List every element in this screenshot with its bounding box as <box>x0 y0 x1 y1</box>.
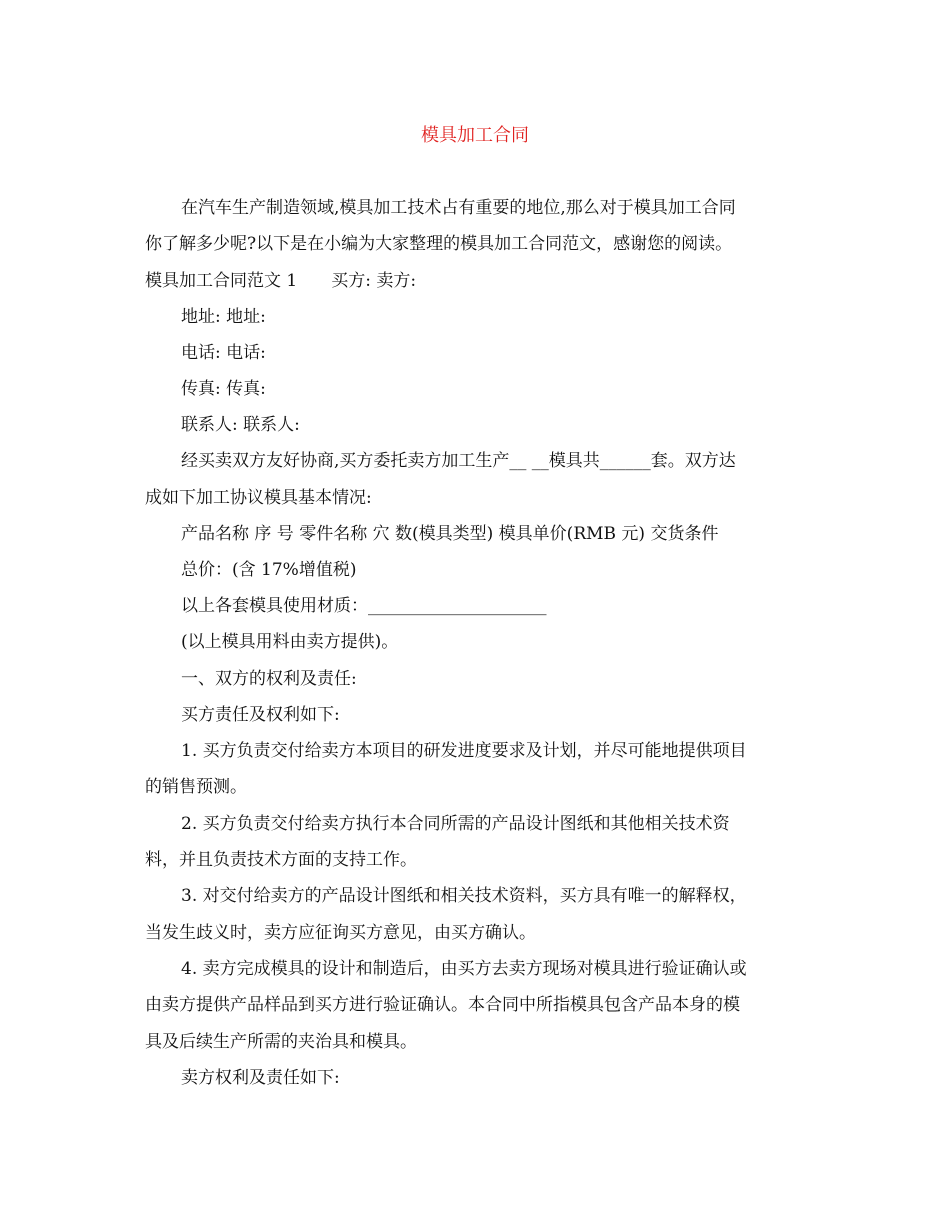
paragraph-line: 在汽车生产制造领域,模具加工技术占有重要的地位,那么对于模具加工合同 <box>181 198 736 218</box>
document-title: 模具加工合同 <box>421 125 529 146</box>
paragraph-line: 经买卖双方友好协商,买方委托卖方加工生产__ __模具共______套。双方达 <box>181 451 736 471</box>
paragraph-line: 4. 卖方完成模具的设计和制造后，由买方去卖方现场对模具进行验证确认或 <box>181 959 747 979</box>
paragraph-line: 2. 买方负责交付给卖方执行本合同所需的产品设计图纸和其他相关技术资 <box>181 814 730 834</box>
paragraph-line: 模具加工合同范文 1 买方: 卖方: <box>145 271 417 291</box>
paragraph-line: 总价：(含 17%增值税) <box>181 560 357 580</box>
paragraph-line: 你了解多少呢?以下是在小编为大家整理的模具加工合同范文，感谢您的阅读。 <box>145 234 733 254</box>
paragraph-line: 具及后续生产所需的夹治具和模具。 <box>145 1032 417 1052</box>
section-heading: 一、双方的权利及责任: <box>181 669 357 689</box>
paragraph-line: 以上各套模具使用材质：_____________________ <box>181 596 547 616</box>
paragraph-line: (以上模具用料由卖方提供)。 <box>181 632 399 652</box>
paragraph-line: 电话: 电话: <box>181 343 266 363</box>
paragraph-line: 地址: 地址: <box>181 307 266 327</box>
paragraph-line: 料，并且负责技术方面的支持工作。 <box>145 850 417 870</box>
paragraph-line: 成如下加工协议模具基本情况: <box>145 488 372 508</box>
paragraph-line: 由卖方提供产品样品到买方进行验证确认。本合同中所指模具包含产品本身的模 <box>145 995 740 1015</box>
paragraph-line: 3. 对交付给卖方的产品设计图纸和相关技术资料，买方具有唯一的解释权， <box>181 886 747 906</box>
subsection-heading: 卖方权利及责任如下: <box>181 1068 340 1088</box>
paragraph-line: 产品名称 序 号 零件名称 穴 数(模具类型) 模具单价(RMB 元) 交货条件 <box>181 524 719 544</box>
paragraph-line: 联系人: 联系人: <box>181 415 300 435</box>
paragraph-line: 传真: 传真: <box>181 379 266 399</box>
subsection-heading: 买方责任及权利如下: <box>181 705 340 725</box>
paragraph-line: 当发生歧义时，卖方应征询买方意见，由买方确认。 <box>145 923 536 943</box>
paragraph-line: 1. 买方负责交付给卖方本项目的研发进度要求及计划，并尽可能地提供项目 <box>181 741 747 761</box>
paragraph-line: 的销售预测。 <box>145 777 247 797</box>
